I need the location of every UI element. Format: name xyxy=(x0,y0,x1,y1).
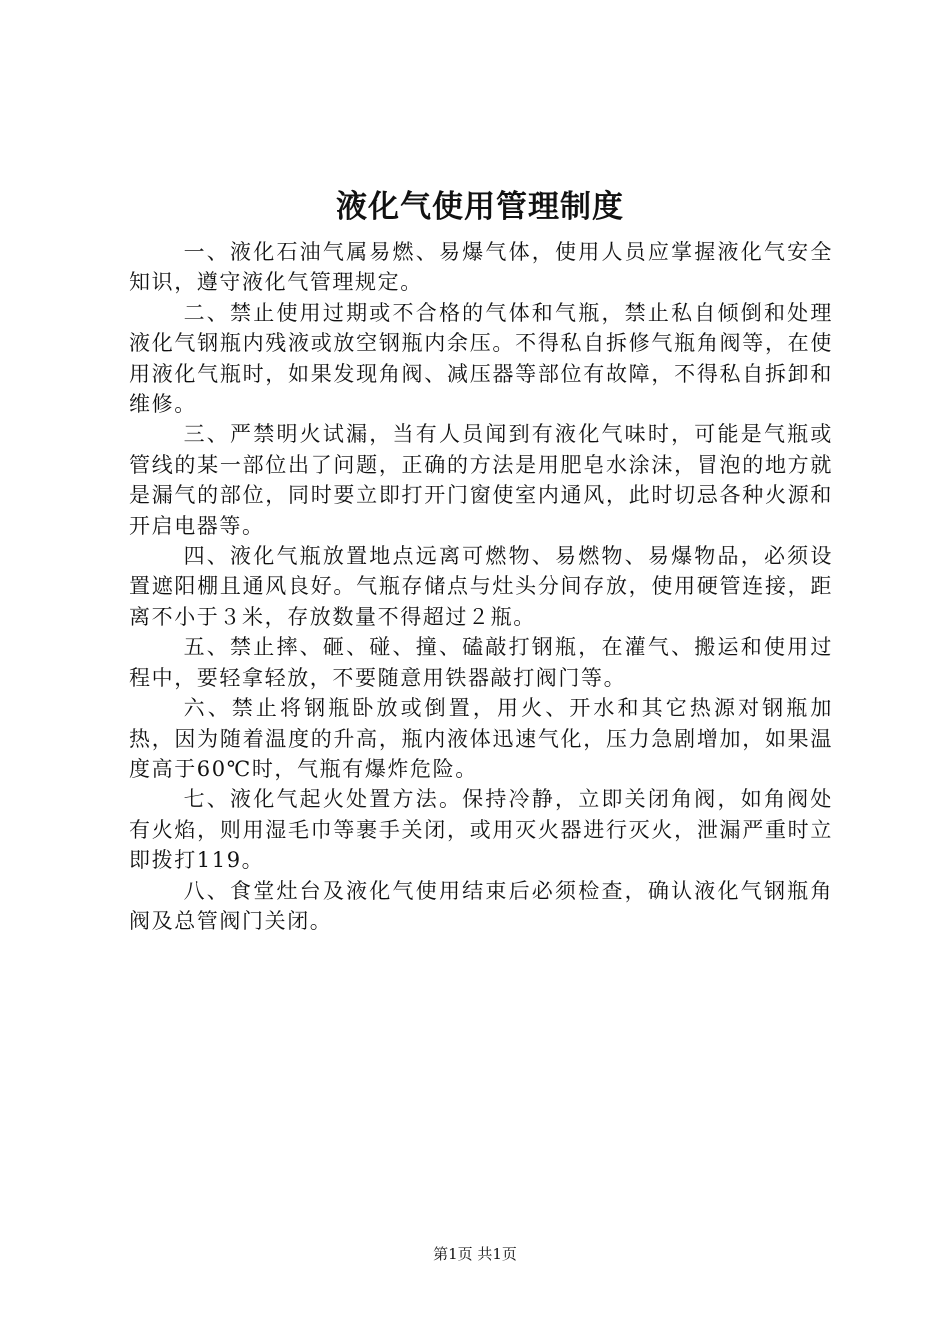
paragraph-5: 五、禁止摔、砸、碰、撞、磕敲打钢瓶，在灌气、搬运和使用过程中，要轻拿轻放，不要随意用铁器敲打阀门等。 xyxy=(129,635,833,690)
paragraph-4: 四、液化气瓶放置地点远离可燃物、易燃物、易爆物品，必须设置遮阳棚且通风良好。气瓶存储点与灶头分间存放，使用硬管连接，距离不小于３米，存放数量不得超过２瓶。 xyxy=(129,544,833,629)
document-body xyxy=(129,237,833,936)
paragraph-8: 八、食堂灶台及液化气使用结束后必须检查，确认液化气钢瓶角阀及总管阀门关闭。 xyxy=(129,878,833,933)
paragraph-6: 六、禁止将钢瓶卧放或倒置，用火、开水和其它热源对钢瓶加热，因为随着温度的升高，瓶内液体迅速气化，压力急剧增加，如果温度高于60℃时，气瓶有爆炸危险。 xyxy=(129,696,833,781)
paragraph-2: 二、禁止使用过期或不合格的气体和气瓶，禁止私自倾倒和处理液化气钢瓶内残液或放空钢瓶内余压。不得私自拆修气瓶角阀等，在使用液化气瓶时，如果发现角阀、减压器等部位有故障，不得私自拆卸和维修。 xyxy=(129,300,833,417)
paragraph-7: 七、液化气起火处置方法。保持冷静，立即关闭角阀，如角阀处有火焰，则用湿毛巾等裹手关闭，或用灭火器进行灭火，泄漏严重时立即拨打119。 xyxy=(129,787,833,873)
paragraph-3: 三、严禁明火试漏，当有人员闻到有液化气味时，可能是气瓶或管线的某一部位出了问题，正确的方法是用肥皂水涂沫，冒泡的地方就是漏气的部位，同时要立即打开门窗使室内通风，此时切忌各种火源和开启电器等。 xyxy=(129,422,833,538)
page-footer: 第1页 共1页 xyxy=(433,1245,517,1263)
document-title: 液化气使用管理制度 xyxy=(336,189,624,225)
paragraph-1: 一、液化石油气属易燃、易爆气体，使用人员应掌握液化气安全知识，遵守液化气管理规定。 xyxy=(129,240,833,295)
